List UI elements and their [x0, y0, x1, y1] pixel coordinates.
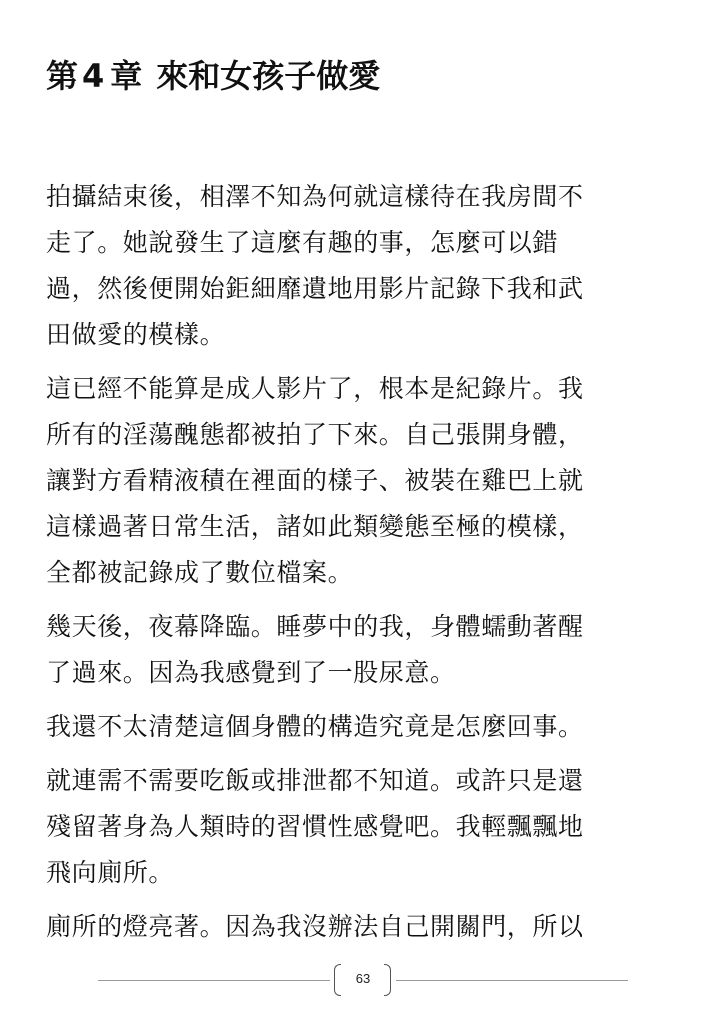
paragraph-2	[46, 366, 686, 596]
paragraph-1	[46, 174, 686, 358]
body-text	[46, 174, 686, 958]
text-line: 廁所的燈亮著。因為我沒辦法自己開關門，所以	[46, 912, 584, 941]
chapter-name: 來和女孩子做愛	[156, 57, 381, 95]
footer-rule-right	[396, 980, 628, 981]
text-line: 全都被記錄成了數位檔案。	[46, 558, 354, 587]
paragraph-5	[46, 758, 686, 896]
page-number: 63	[355, 971, 371, 986]
page-footer	[98, 962, 628, 998]
right-bracket-ornament	[384, 964, 391, 996]
left-bracket-ornament	[334, 964, 341, 996]
paragraph-4	[46, 704, 686, 750]
text-line: 拍攝結束後，相澤不知為何就這樣待在我房間不	[46, 182, 584, 211]
text-line: 所有的淫蕩醜態都被拍了下來。自己張開身體，	[46, 420, 584, 449]
chapter-prefix: 第	[46, 57, 79, 95]
text-line: 就連需不需要吃飯或排泄都不知道。或許只是還	[46, 766, 584, 795]
chapter-suffix: 章	[110, 57, 143, 95]
text-line: 殘留著身為人類時的習慣性感覺吧。我輕飄飄地	[46, 812, 584, 841]
text-line: 幾天後，夜幕降臨。睡夢中的我，身體蠕動著醒	[46, 612, 584, 641]
footer-rule-left	[98, 980, 330, 981]
text-line: 走了。她說發生了這麼有趣的事，怎麼可以錯	[46, 228, 559, 257]
text-line: 田做愛的模樣。	[46, 320, 226, 349]
text-line: 了過來。因為我感覺到了一股尿意。	[46, 658, 456, 687]
text-line: 這已經不能算是成人影片了，根本是紀錄片。我	[46, 374, 584, 403]
chapter-number: 4	[82, 57, 105, 95]
text-line: 過，然後便開始鉅細靡遺地用影片記錄下我和武	[46, 274, 584, 303]
text-line: 我還不太清楚這個身體的構造究竟是怎麼回事。	[46, 712, 584, 741]
text-line: 這樣過著日常生活，諸如此類變態至極的模樣，	[46, 512, 584, 541]
text-line: 飛向廁所。	[46, 858, 175, 887]
chapter-title	[46, 54, 686, 98]
paragraph-6	[46, 904, 686, 950]
text-line: 讓對方看精液積在裡面的樣子、被裝在雞巴上就	[46, 466, 584, 495]
paragraph-3	[46, 604, 686, 696]
